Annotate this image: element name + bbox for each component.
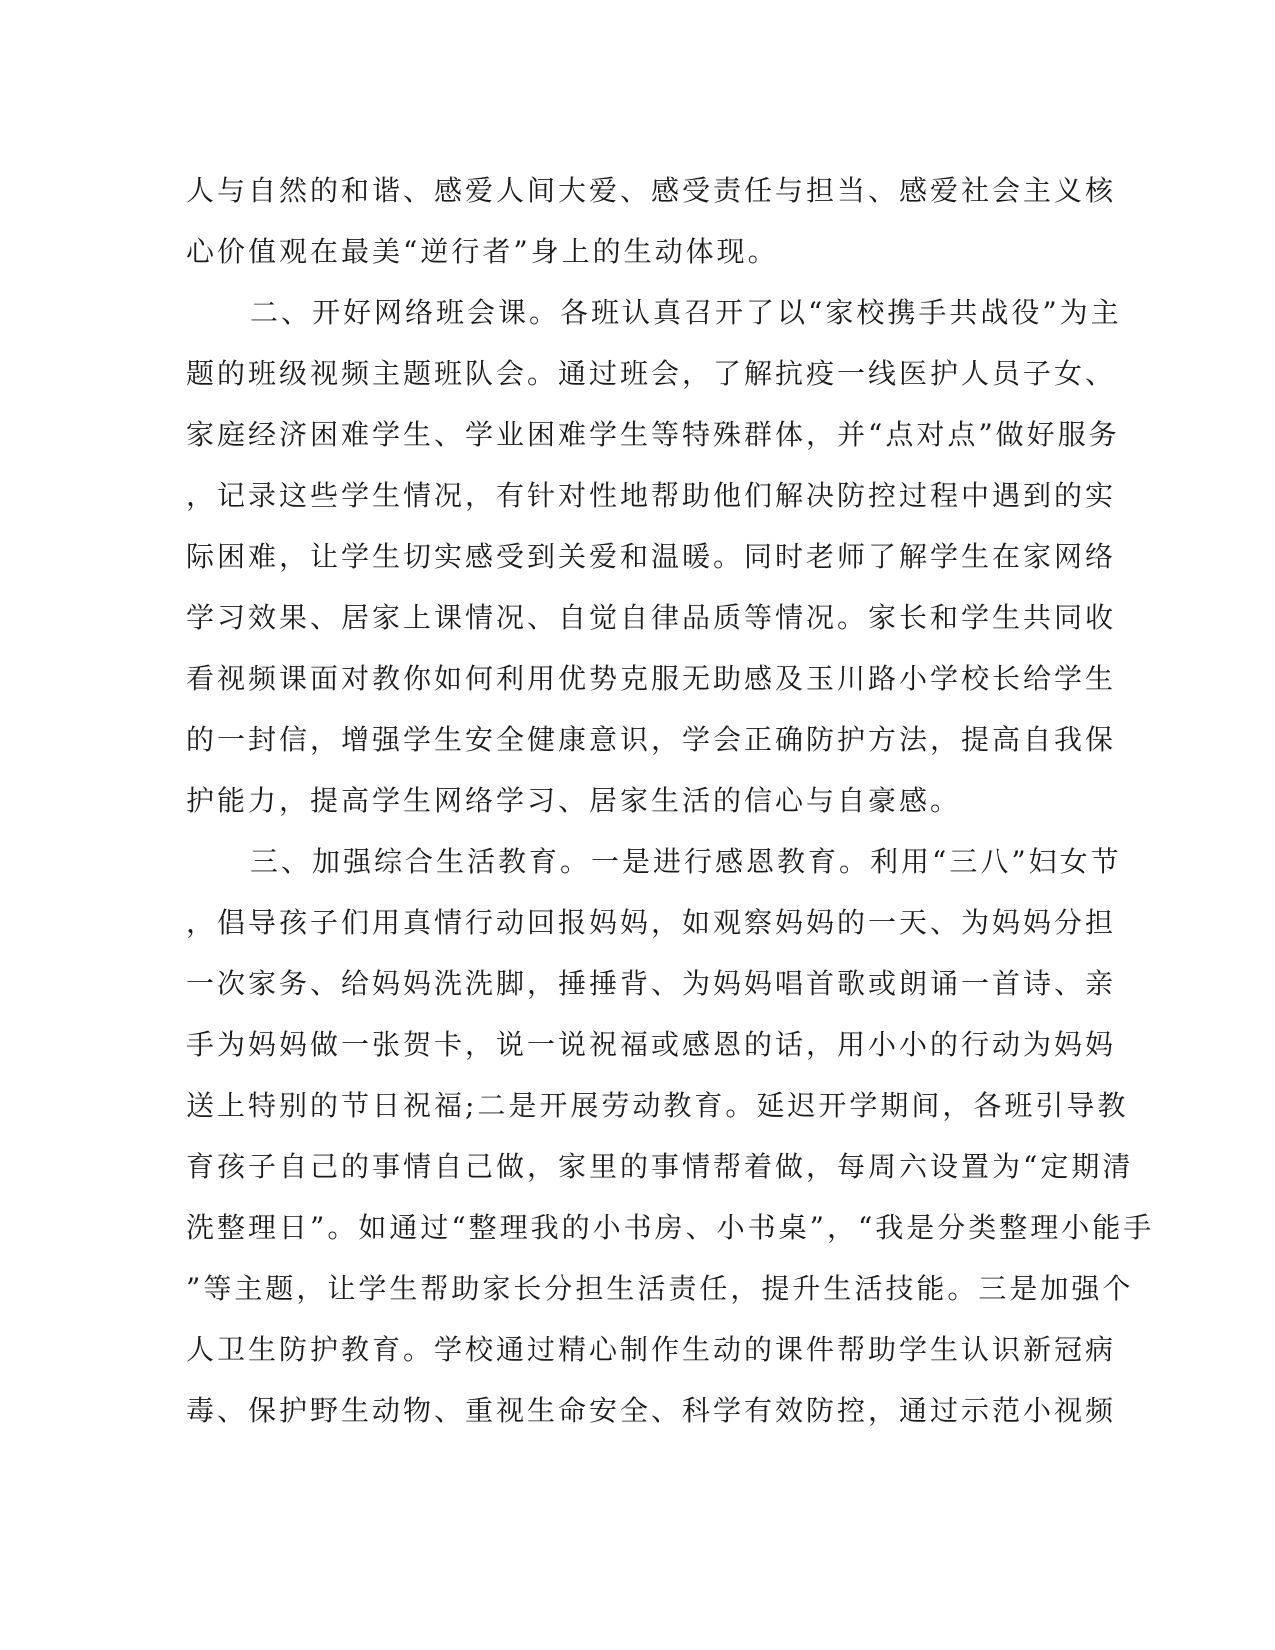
text-line: ”等主题，让学生帮助家长分担生活责任，提升生活技能。三是加强个 — [186, 1272, 1134, 1305]
text-line: 家庭经济困难学生、学业困难学生等特殊群体，并“点对点”做好服务 — [186, 418, 1120, 451]
text-line: 护能力，提高学生网络学习、居家生活的信心与自豪感。 — [186, 784, 962, 817]
text-line: 的一封信，增强学生安全健康意识，学会正确防护方法，提高自我保 — [186, 723, 1117, 756]
paragraph-start-line: 二、开好网络班会课。各班认真召开了以“家校携手共战役”为主 — [250, 296, 1122, 329]
text-line: ，记录这些学生情况，有针对性地帮助他们解决防控过程中遇到的实 — [186, 479, 1117, 512]
text-line: 看视频课面对教你如何利用优势克服无助感及玉川路小学校长给学生 — [186, 662, 1117, 695]
text-line: 际困难，让学生切实感受到关爱和温暖。同时老师了解学生在家网络 — [186, 540, 1117, 573]
text-line: 学习效果、居家上课情况、自觉自律品质等情况。家长和学生共同收 — [186, 601, 1117, 634]
body-text — [186, 160, 1155, 1441]
text-line: 题的班级视频主题班队会。通过班会，了解抗疫一线医护人员子女、 — [186, 357, 1117, 390]
text-line: 送上特别的节日祝福;二是开展劳动教育。延迟开学期间，各班引导教 — [186, 1089, 1129, 1122]
text-line: 毒、保护野生动物、重视生命安全、科学有效防控，通过示范小视频 — [186, 1394, 1117, 1427]
text-line: 心价值观在最美“逆行者”身上的生动体现。 — [186, 235, 779, 268]
text-line: 育孩子自己的事情自己做，家里的事情帮着做，每周六设置为“定期清 — [186, 1150, 1134, 1183]
text-line: 手为妈妈做一张贺卡，说一说祝福或感恩的话，用小小的行动为妈妈 — [186, 1028, 1117, 1061]
text-line: 人卫生防护教育。学校通过精心制作生动的课件帮助学生认识新冠病 — [186, 1333, 1117, 1366]
text-line: 一次家务、给妈妈洗洗脚，捶捶背、为妈妈唱首歌或朗诵一首诗、亲 — [186, 967, 1117, 1000]
text-line: 人与自然的和谐、感爱人间大爱、感受责任与担当、感爱社会主义核 — [186, 174, 1117, 207]
text-line: 洗整理日”。如通过“整理我的小书房、小书桌”，“我是分类整理小能手 — [186, 1211, 1155, 1244]
paragraph-start-line: 三、加强综合生活教育。一是进行感恩教育。利用“三八”妇女节 — [250, 845, 1122, 878]
text-line: ，倡导孩子们用真情行动回报妈妈，如观察妈妈的一天、为妈妈分担 — [186, 906, 1117, 939]
